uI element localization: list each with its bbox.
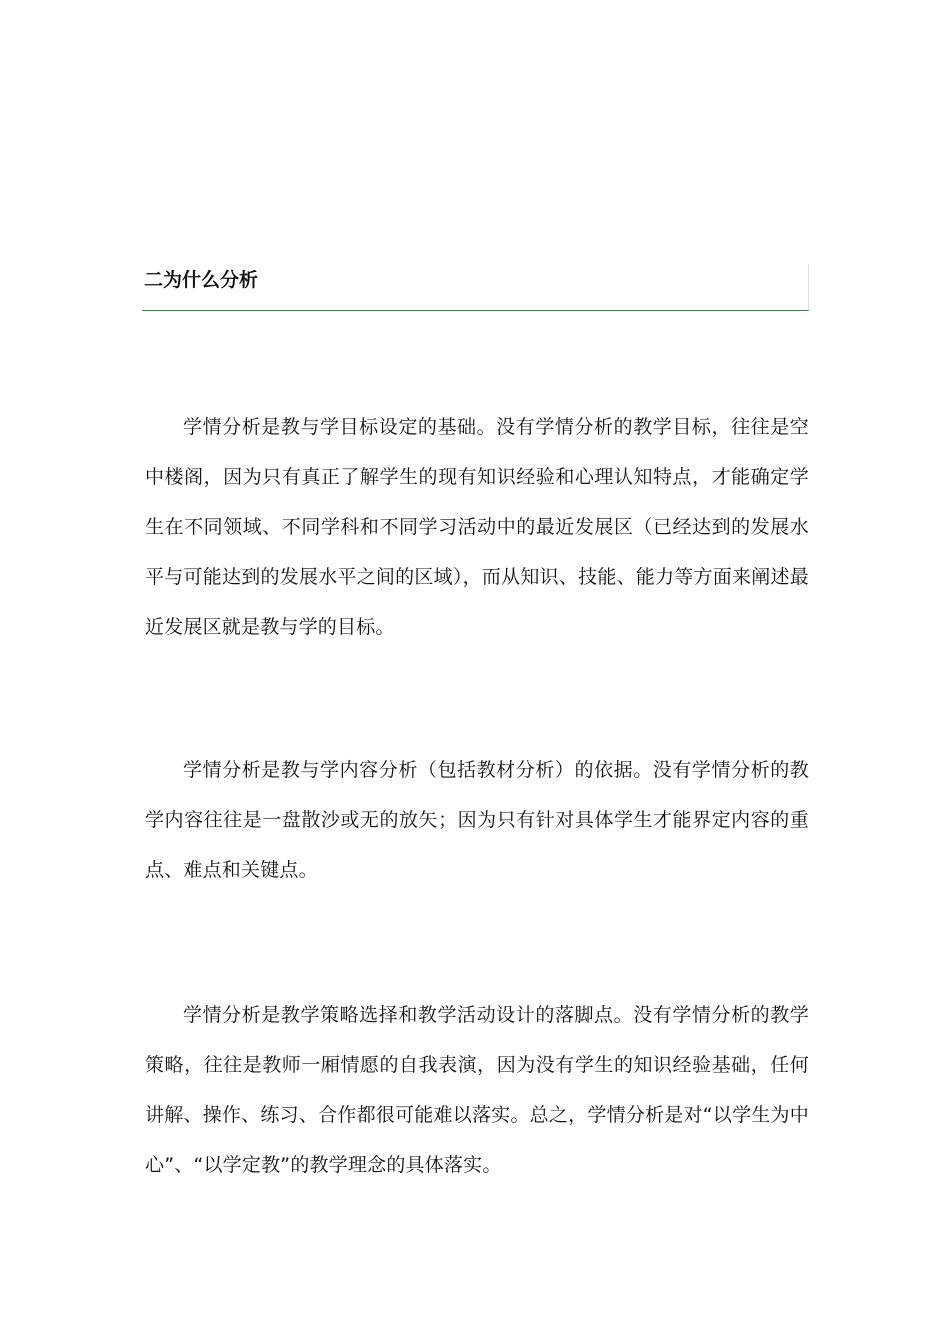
section-heading-box	[142, 264, 809, 311]
section-heading: 二为什么分析	[144, 269, 259, 291]
paragraph-goal-basis: 学情分析是教与学目标设定的基础。没有学情分析的教学目标，往往是空中楼阁，因为只有真正了解学生的现有知识经验和心理认知特点，才能确定学生在不同领域、不同学科和不同学习活动中的最近发展区（已经达到的发展水平与可能达到的发展水平之间的区域），而从知识、技能、能力等方面来阐述最近发展区就是教与学的目标。	[145, 416, 809, 638]
paragraph-content-basis: 学情分析是教与学内容分析（包括教材分析）的依据。没有学情分析的教学内容往往是一盘散沙或无的放矢；因为只有针对具体学生才能界定内容的重点、难点和关键点。	[145, 759, 809, 881]
paragraph-strategy-basis: 学情分析是教学策略选择和教学活动设计的落脚点。没有学情分析的教学策略，往往是教师一厢情愿的自我表演，因为没有学生的知识经验基础，任何讲解、操作、练习、合作都很可能难以落实。总之，学情分析是对“以学生为中心”、“以学定教”的教学理念的具体落实。	[145, 1004, 809, 1176]
